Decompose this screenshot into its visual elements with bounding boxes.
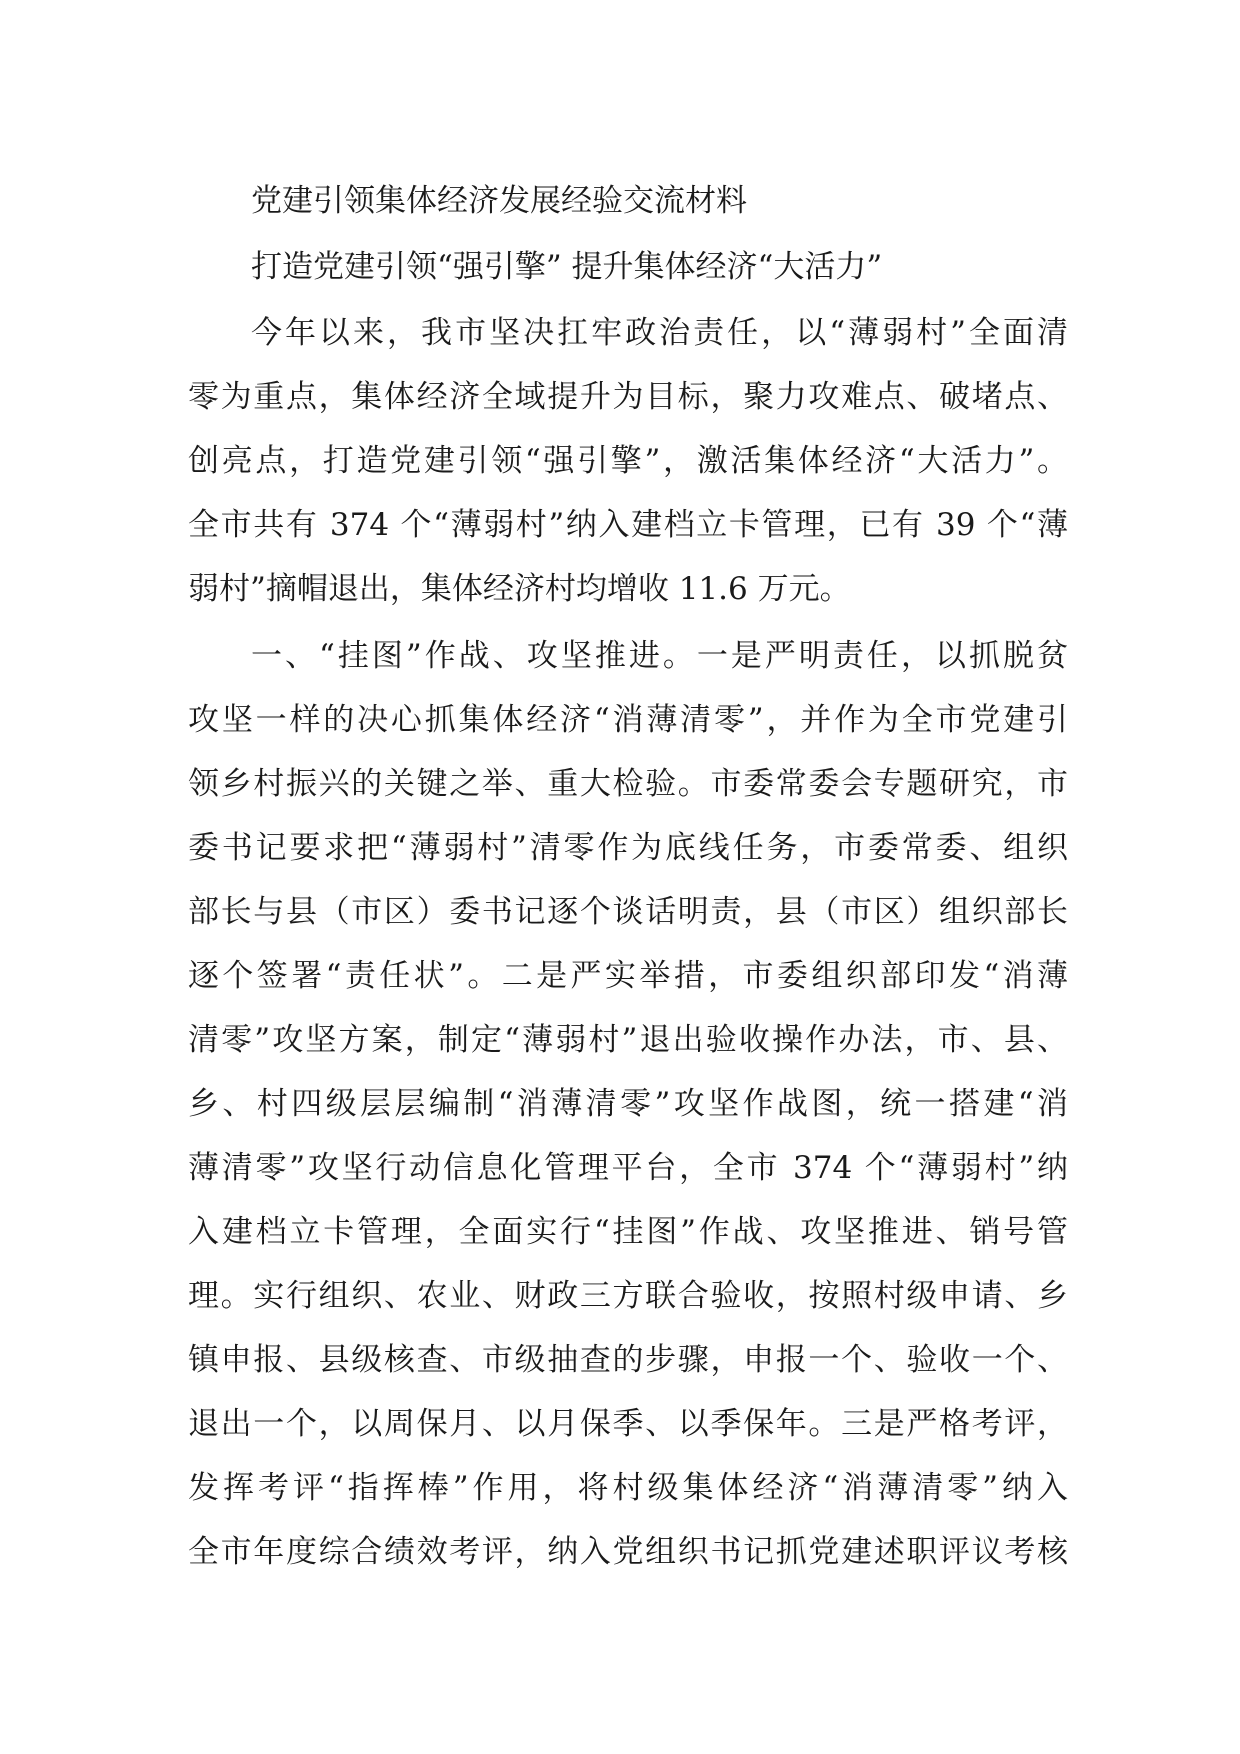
body-line: 逐个签署“责任状”。二是严实举措，市委组织部印发“消薄 [188,958,1068,994]
body-line: 薄清零”攻坚行动信息化管理平台，全市 374 个“薄弱村”纳 [188,1150,1068,1186]
body-line: 乡、村四级层层编制“消薄清零”攻坚作战图，统一搭建“消 [188,1086,1068,1122]
body-line: 清零”攻坚方案，制定“薄弱村”退出验收操作办法，市、县、 [188,1022,1068,1058]
body-line: 入建档立卡管理，全面实行“挂图”作战、攻坚推进、销号管 [188,1214,1068,1250]
body-line: 退出一个，以周保月、以月保季、以季保年。三是严格考评， [188,1406,1068,1442]
body-line: 部长与县（市区）委书记逐个谈话明责，县（市区）组织部长 [188,894,1068,930]
body-line: 发挥考评“指挥棒”作用，将村级集体经济“消薄清零”纳入 [188,1470,1068,1506]
body-line: 创亮点，打造党建引领“强引擎”，激活集体经济“大活力”。 [188,443,1068,479]
body-line: 今年以来，我市坚决扛牢政治责任，以“薄弱村”全面清 [251,315,1068,351]
body-line: 全市共有 374 个“薄弱村”纳入建档立卡管理，已有 39 个“薄 [188,507,1068,543]
body-line: 领乡村振兴的关键之举、重大检验。市委常委会专题研究，市 [188,766,1068,802]
body-line: 攻坚一样的决心抓集体经济“消薄清零”，并作为全市党建引 [188,702,1068,738]
body-line: 零为重点，集体经济全域提升为目标，聚力攻难点、破堵点、 [188,379,1068,415]
body-line: 弱村”摘帽退出，集体经济村均增收 11.6 万元。 [188,571,851,607]
body-line: 委书记要求把“薄弱村”清零作为底线任务，市委常委、组织 [188,830,1068,866]
body-line: 全市年度综合绩效考评，纳入党组织书记抓党建述职评议考核 [188,1534,1068,1570]
body-line: 一、“挂图”作战、攻坚推进。一是严明责任，以抓脱贫 [251,638,1068,674]
body-line: 镇申报、县级核查、市级抽查的步骤，申报一个、验收一个、 [188,1342,1068,1378]
body-line: 理。实行组织、农业、财政三方联合验收，按照村级申请、乡 [188,1278,1068,1314]
document-title: 党建引领集体经济发展经验交流材料 [251,183,747,219]
document-subtitle: 打造党建引领“强引擎” 提升集体经济“大活力” [251,249,883,285]
